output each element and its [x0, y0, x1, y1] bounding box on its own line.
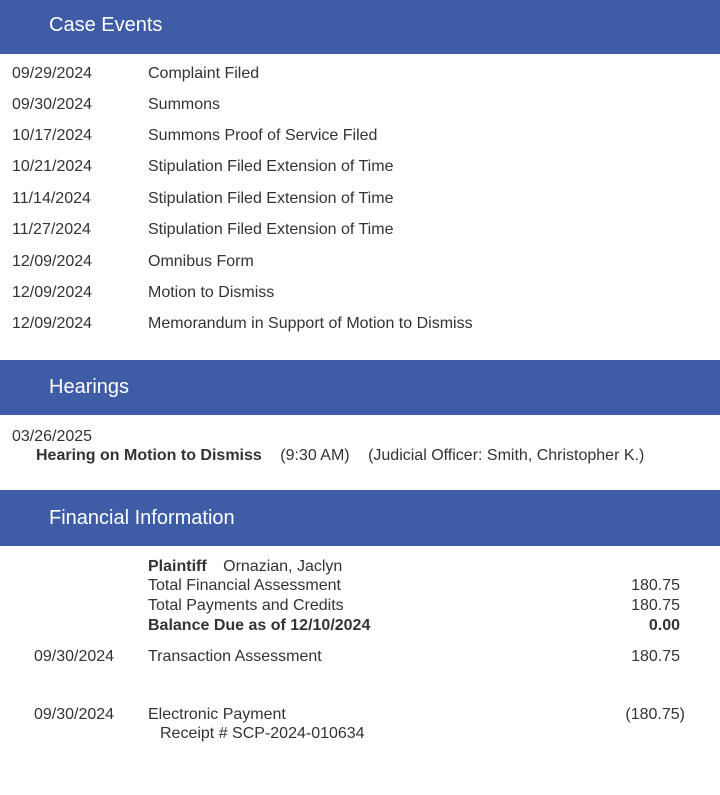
total-payments-label: Total Payments and Credits: [148, 597, 344, 614]
balance-label: Balance Due as of 12/10/2024: [148, 617, 371, 634]
event-date: 11/27/2024: [12, 221, 91, 238]
hearings-title: Hearings: [49, 376, 130, 398]
event-description: Stipulation Filed Extension of Time: [148, 158, 394, 175]
hearing-date: 03/26/2025: [12, 428, 93, 445]
event-date: 12/09/2024: [12, 315, 93, 332]
event-date: 09/30/2024: [12, 96, 93, 113]
transaction-amount: 180.75: [631, 648, 680, 665]
event-row: [0, 252, 720, 283]
balance-amount: 0.00: [648, 617, 680, 634]
transaction-amount: (180.75): [625, 706, 685, 723]
event-date: 12/09/2024: [12, 253, 93, 270]
event-row: [0, 189, 720, 220]
event-description: Stipulation Filed Extension of Time: [148, 190, 394, 207]
event-description: Summons Proof of Service Filed: [148, 127, 378, 144]
event-row: [0, 283, 720, 314]
event-date: 09/29/2024: [12, 65, 93, 82]
event-row: [0, 95, 720, 126]
financial-header: [0, 490, 720, 546]
event-date: 11/14/2024: [12, 190, 91, 207]
event-row: [0, 64, 720, 95]
transaction-date: 09/30/2024: [34, 648, 115, 665]
transaction-description: Transaction Assessment: [148, 648, 322, 665]
party-line: [148, 557, 342, 577]
transaction-description: Electronic Payment: [148, 706, 286, 723]
event-description: Stipulation Filed Extension of Time: [148, 221, 394, 238]
financial-title: Financial Information: [49, 507, 235, 529]
total-payments-amount: 180.75: [631, 597, 680, 614]
event-date: 10/21/2024: [12, 158, 93, 175]
party-name: Ornazian, Jaclyn: [223, 558, 343, 575]
event-date: 10/17/2024: [12, 127, 93, 144]
receipt-number: Receipt # SCP-2024-010634: [160, 725, 365, 742]
total-assessment-label: Total Financial Assessment: [148, 577, 341, 594]
event-description: Omnibus Form: [148, 253, 254, 270]
event-description: Motion to Dismiss: [148, 284, 275, 301]
event-description: Complaint Filed: [148, 65, 260, 82]
hearing-time: (9:30 AM): [280, 447, 350, 464]
hearing-title: Hearing on Motion to Dismiss: [36, 447, 262, 464]
event-row: [0, 220, 720, 251]
hearing-entry: [36, 446, 644, 466]
case-events-header: [0, 0, 720, 54]
event-row: [0, 314, 720, 345]
hearings-header: [0, 360, 720, 415]
transaction-date: 09/30/2024: [34, 706, 115, 723]
party-label: Plaintiff: [148, 558, 207, 575]
hearing-officer: (Judicial Officer: Smith, Christopher K.): [368, 447, 645, 464]
event-description: Summons: [148, 96, 221, 113]
total-assessment-amount: 180.75: [631, 577, 680, 594]
case-events-title: Case Events: [49, 14, 163, 36]
event-description: Memorandum in Support of Motion to Dismiss: [148, 315, 473, 332]
event-row: [0, 126, 720, 157]
event-date: 12/09/2024: [12, 284, 93, 301]
event-row: [0, 157, 720, 188]
